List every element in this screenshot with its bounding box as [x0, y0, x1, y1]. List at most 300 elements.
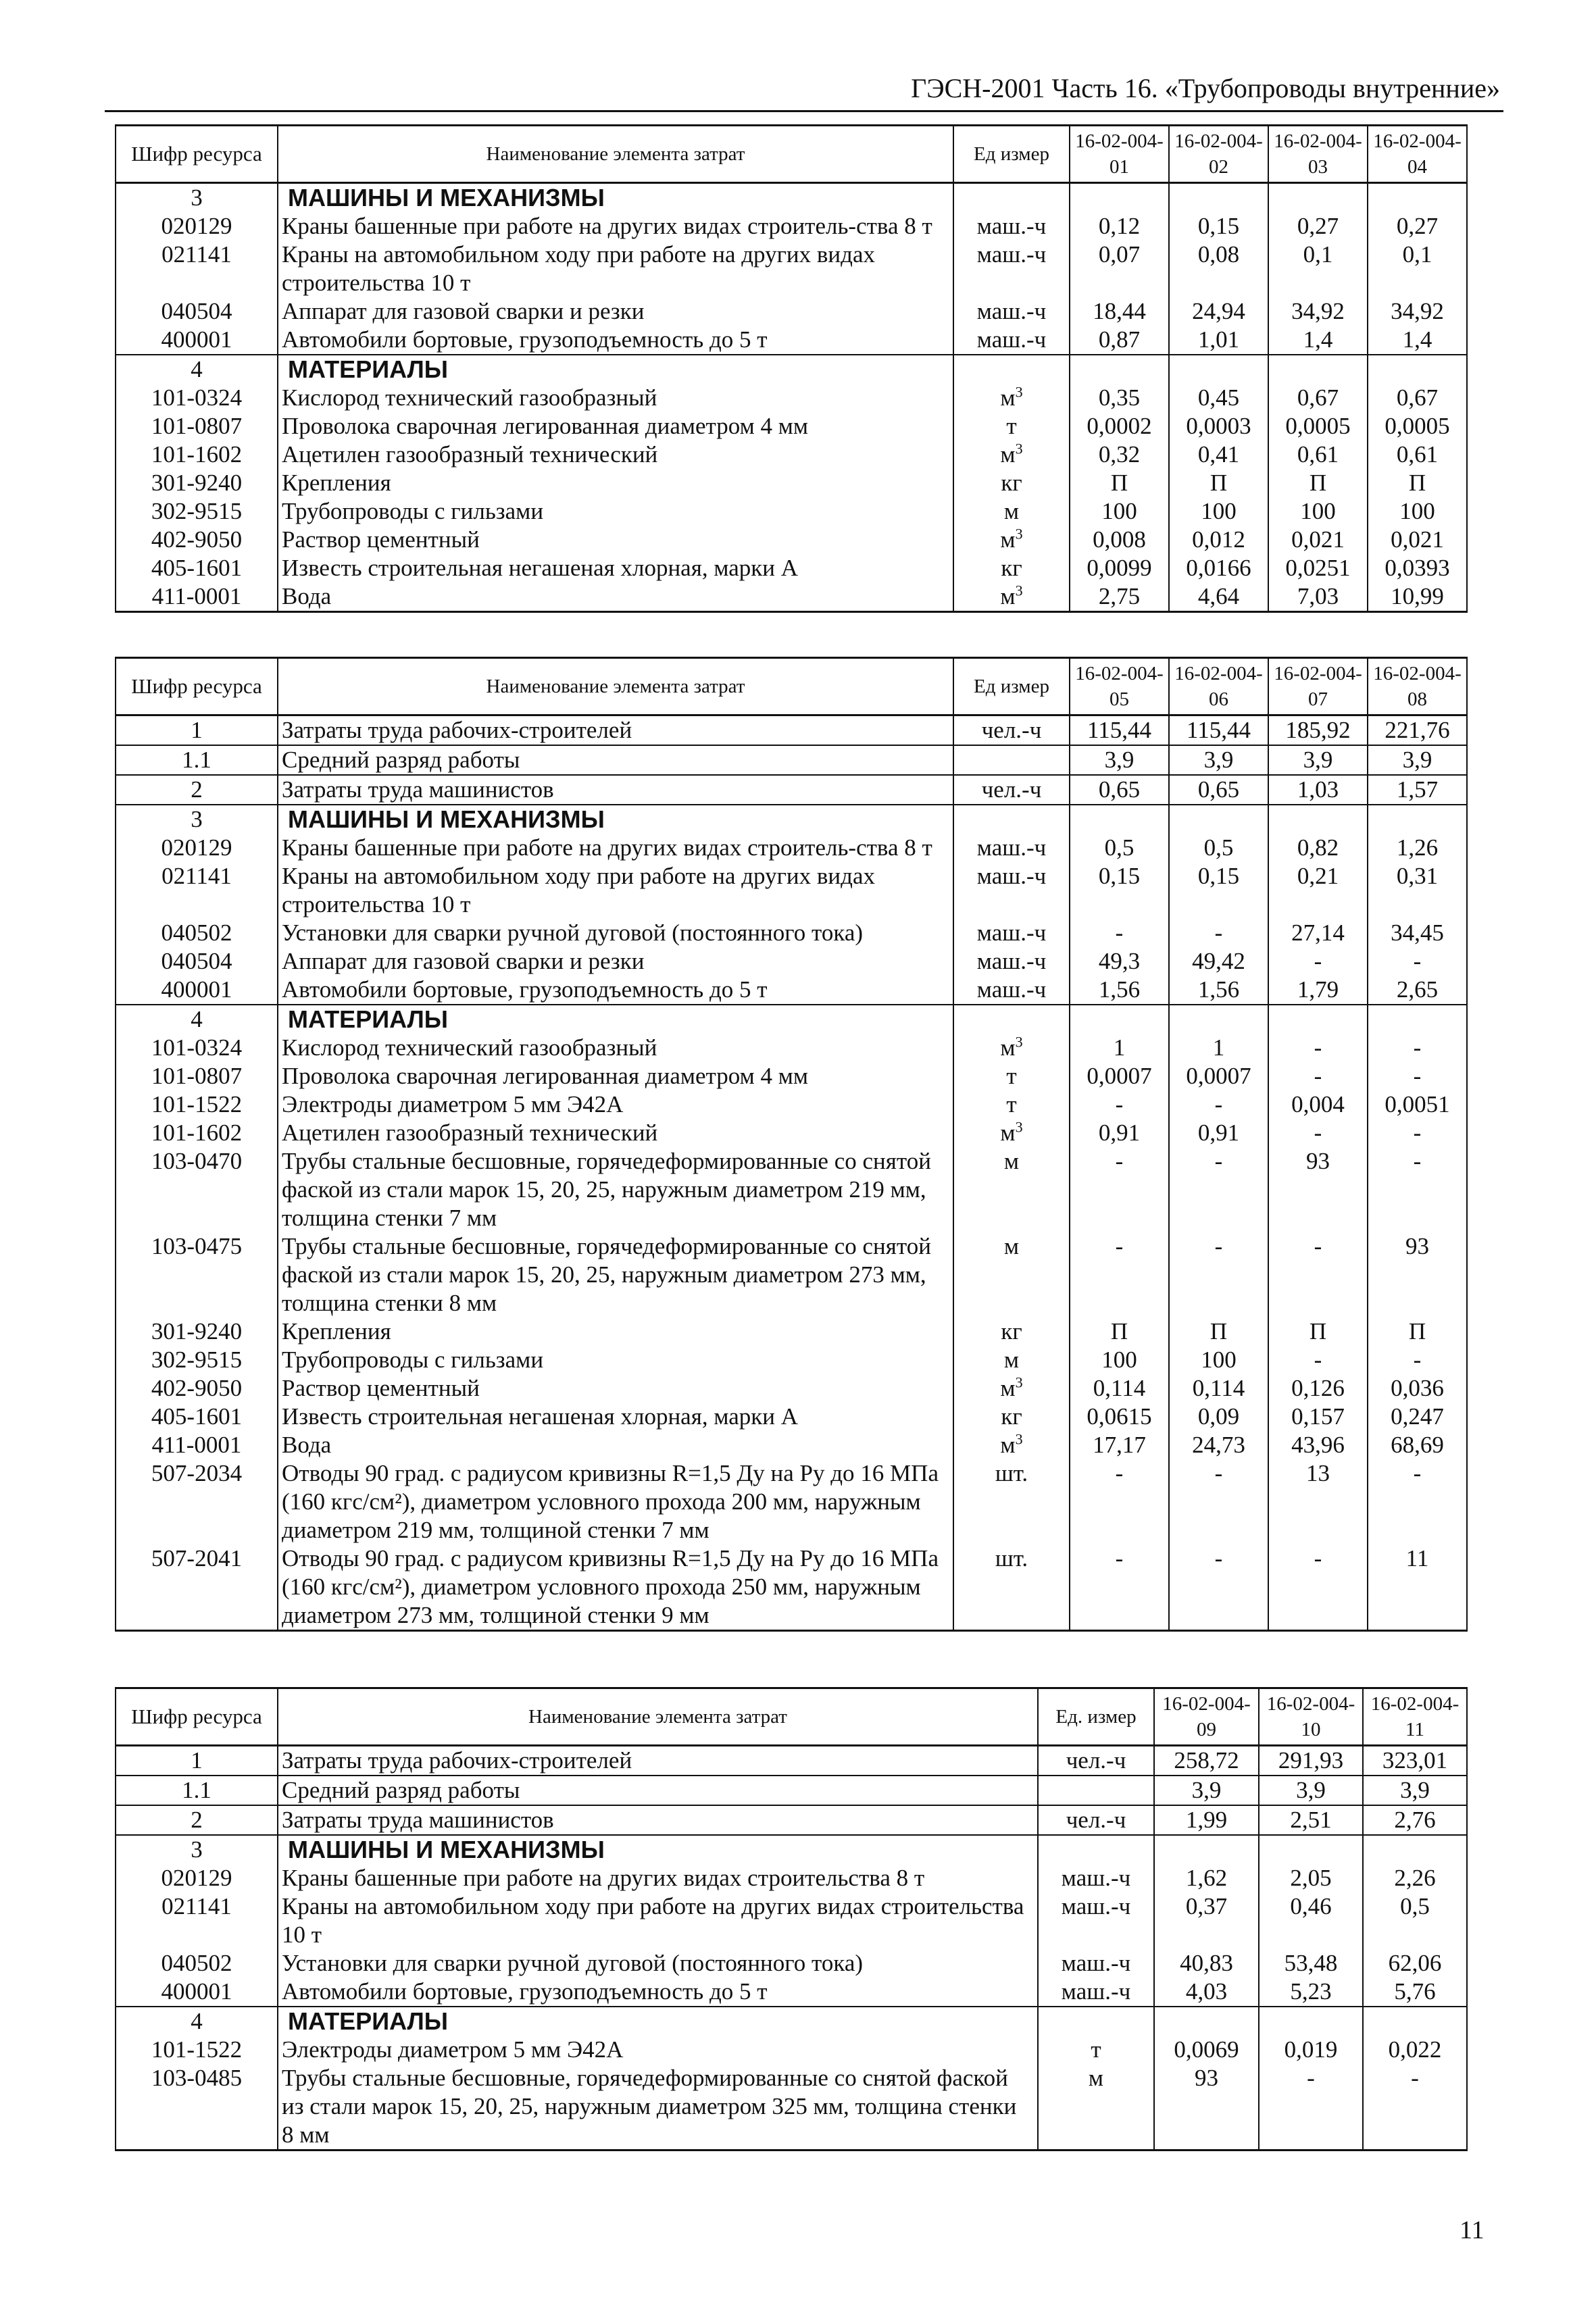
table-row — [116, 497, 1467, 526]
unit-text: маш.-ч — [976, 834, 1047, 861]
norm-value-cell: - — [1169, 1090, 1268, 1119]
column-header-norm: 16-02-004-02 — [1169, 126, 1268, 183]
unit-cell — [953, 1090, 1070, 1119]
norm-value-cell: - — [1268, 1232, 1368, 1317]
norm-value-cell: 68,69 — [1368, 1431, 1467, 1459]
norm-value-cell — [1154, 1835, 1259, 1864]
norm-value-cell: 24,94 — [1169, 297, 1268, 326]
norm-value-cell: 0,12 — [1070, 212, 1169, 241]
resource-name-cell: Кислород технический газообразный — [278, 384, 953, 412]
resource-name-cell: Вода — [278, 582, 953, 612]
table-body — [116, 1746, 1467, 2150]
norm-value-cell: 27,14 — [1268, 919, 1368, 947]
norm-value-cell — [1268, 183, 1368, 213]
norm-value-cell: 115,44 — [1169, 715, 1268, 746]
resource-code-cell: 020129 — [116, 212, 278, 241]
resource-table-1 — [115, 124, 1468, 613]
norm-value-cell: - — [1368, 1346, 1467, 1374]
unit-text: шт. — [995, 1460, 1028, 1486]
table-row — [116, 1776, 1467, 1805]
section-title-cell: МАТЕРИАЛЫ — [278, 355, 953, 384]
unit-cell — [953, 441, 1070, 469]
table-header-row — [116, 126, 1467, 183]
resource-code-cell: 101-1522 — [116, 2036, 278, 2064]
resource-name-cell: Раствор цементный — [278, 526, 953, 554]
norm-value-cell: 2,75 — [1070, 582, 1169, 612]
resource-name-cell: Краны башенные при работе на других видах строитель-ства 8 т — [278, 212, 953, 241]
unit-cell — [953, 775, 1070, 805]
norm-value-cell: 0,45 — [1169, 384, 1268, 412]
resource-name-cell: Краны башенные при работе на других видах строитель-ства 8 т — [278, 834, 953, 862]
norm-value-cell: 0,247 — [1368, 1403, 1467, 1431]
column-header-norm: 16-02-004-06 — [1169, 658, 1268, 715]
norm-value-cell: 0,022 — [1363, 2036, 1467, 2064]
norm-value-cell: 0,019 — [1259, 2036, 1363, 2064]
table-row — [116, 1119, 1467, 1147]
norm-value-cell: 1,4 — [1268, 326, 1368, 355]
unit-cell — [953, 355, 1070, 384]
table-row — [116, 1746, 1467, 1776]
unit-text: маш.-ч — [976, 241, 1047, 268]
norm-value-cell: 4,64 — [1169, 582, 1268, 612]
norm-value-cell: П — [1169, 469, 1268, 497]
column-header-unit: Ед. измер — [1038, 1688, 1154, 1746]
norm-value-cell: - — [1070, 1544, 1169, 1631]
resource-code-cell: 3 — [116, 805, 278, 834]
norm-value-cell: 0,114 — [1070, 1374, 1169, 1403]
norm-value-cell: 0,27 — [1368, 212, 1467, 241]
table-row — [116, 582, 1467, 612]
table-row — [116, 2064, 1467, 2150]
resource-code-cell: 302-9515 — [116, 1346, 278, 1374]
resource-code-cell: 400001 — [116, 326, 278, 355]
unit-cell — [953, 326, 1070, 355]
norm-value-cell: 0,0005 — [1268, 412, 1368, 441]
unit-text: т — [1006, 413, 1017, 439]
norm-value-cell: 18,44 — [1070, 297, 1169, 326]
norm-value-cell: 0,61 — [1268, 441, 1368, 469]
table-header-row — [116, 1688, 1467, 1746]
unit-text: маш.-ч — [976, 326, 1047, 353]
unit-text: м — [1000, 526, 1016, 553]
norm-value-cell: 0,0003 — [1169, 412, 1268, 441]
unit-superscript: 3 — [1015, 1033, 1023, 1051]
resource-code-cell: 507-2034 — [116, 1459, 278, 1544]
column-header-norm: 16-02-004-07 — [1268, 658, 1368, 715]
unit-cell — [953, 183, 1070, 213]
resource-code-cell: 2 — [116, 775, 278, 805]
norm-value-cell: 0,82 — [1268, 834, 1368, 862]
column-header-norm: 16-02-004-08 — [1368, 658, 1467, 715]
resource-code-cell: 101-1602 — [116, 441, 278, 469]
unit-cell — [953, 212, 1070, 241]
norm-value-cell: 0,0099 — [1070, 554, 1169, 582]
unit-text: кг — [1001, 470, 1022, 496]
norm-value-cell: 0,0166 — [1169, 554, 1268, 582]
norm-value-cell: - — [1268, 1346, 1368, 1374]
norm-value-cell: 0,5 — [1070, 834, 1169, 862]
resource-name-cell: Установки для сварки ручной дуговой (постоянного тока) — [278, 1949, 1038, 1978]
norm-value-cell: 0,87 — [1070, 326, 1169, 355]
norm-value-cell: 93 — [1154, 2064, 1259, 2150]
resource-name-cell: Затраты труда рабочих-строителей — [278, 1746, 1038, 1776]
norm-value-cell: 0,0007 — [1070, 1062, 1169, 1090]
unit-text: маш.-ч — [1061, 1865, 1131, 1891]
resource-name-cell: Краны на автомобильном ходу при работе на других видах строительства 10 т — [278, 241, 953, 297]
table-row — [116, 2036, 1467, 2064]
resource-code-cell: 4 — [116, 1005, 278, 1034]
table-row — [116, 1978, 1467, 2007]
norm-value-cell: 0,09 — [1169, 1403, 1268, 1431]
norm-value-cell: 10,99 — [1368, 582, 1467, 612]
table-row — [116, 1864, 1467, 1892]
unit-cell — [1038, 1978, 1154, 2007]
norm-value-cell: 5,23 — [1259, 1978, 1363, 2007]
column-header-norm: 16-02-004-11 — [1363, 1688, 1467, 1746]
norm-value-cell: 3,9 — [1259, 1776, 1363, 1805]
resource-name-cell: Автомобили бортовые, грузоподъемность до 5 т — [278, 976, 953, 1005]
resource-code-cell: 1 — [116, 1746, 278, 1776]
resource-code-cell: 411-0001 — [116, 582, 278, 612]
norm-value-cell: - — [1070, 1459, 1169, 1544]
resource-code-cell: 4 — [116, 2007, 278, 2036]
norm-value-cell — [1268, 1005, 1368, 1034]
unit-cell — [953, 1147, 1070, 1232]
table-row — [116, 554, 1467, 582]
norm-value-cell: 24,73 — [1169, 1431, 1268, 1459]
unit-superscript: 3 — [1015, 1374, 1023, 1391]
norm-value-cell: 0,0002 — [1070, 412, 1169, 441]
table-row — [116, 834, 1467, 862]
resource-code-cell: 101-1522 — [116, 1090, 278, 1119]
norm-value-cell: 0,036 — [1368, 1374, 1467, 1403]
resource-name-cell: Отводы 90 град. с радиусом кривизны R=1,5 Ду на Ру до 16 МПа (160 кгс/см²), диаметром условного прохода 250 мм, наружным диаметром 273 мм, толщиной стенки 9 мм — [278, 1544, 953, 1631]
norm-value-cell: - — [1268, 947, 1368, 976]
norm-value-cell: 0,61 — [1368, 441, 1467, 469]
norm-value-cell: - — [1368, 1119, 1467, 1147]
norm-value-cell: 34,92 — [1268, 297, 1368, 326]
norm-value-cell: 0,67 — [1268, 384, 1368, 412]
column-header-norm: 16-02-004-01 — [1070, 126, 1169, 183]
unit-cell — [953, 805, 1070, 834]
resource-name-cell: Отводы 90 град. с радиусом кривизны R=1,5 Ду на Ру до 16 МПа (160 кгс/см²), диаметром условного прохода 200 мм, наружным диаметром 219 мм, толщиной стенки 7 мм — [278, 1459, 953, 1544]
norm-value-cell: 34,92 — [1368, 297, 1467, 326]
unit-cell — [953, 412, 1070, 441]
norm-value-cell — [1268, 805, 1368, 834]
unit-text: маш.-ч — [1061, 1950, 1131, 1976]
table-row — [116, 1232, 1467, 1317]
unit-cell — [953, 1374, 1070, 1403]
unit-cell — [953, 241, 1070, 297]
norm-value-cell: - — [1268, 1119, 1368, 1147]
unit-text: м — [1000, 441, 1016, 468]
norm-value-cell: 3,9 — [1368, 745, 1467, 775]
table-row — [116, 441, 1467, 469]
norm-value-cell: П — [1268, 1317, 1368, 1346]
unit-text: м — [1000, 1432, 1016, 1458]
page-number: 11 — [1460, 2216, 1485, 2244]
table-row — [116, 775, 1467, 805]
unit-cell — [953, 745, 1070, 775]
norm-value-cell: 53,48 — [1259, 1949, 1363, 1978]
resource-name-cell: Затраты труда рабочих-строителей — [278, 715, 953, 746]
unit-cell — [1038, 1949, 1154, 1978]
resource-name-cell: Аппарат для газовой сварки и резки — [278, 947, 953, 976]
table-row — [116, 1431, 1467, 1459]
resource-code-cell: 2 — [116, 1805, 278, 1835]
unit-cell — [953, 1232, 1070, 1317]
unit-text: чел.-ч — [981, 776, 1042, 803]
norm-value-cell — [1154, 2007, 1259, 2036]
column-header-name: Наименование элемента затрат — [278, 126, 953, 183]
norm-value-cell: 0,0069 — [1154, 2036, 1259, 2064]
resource-name-cell: Электроды диаметром 5 мм Э42А — [278, 2036, 1038, 2064]
norm-value-cell: 40,83 — [1154, 1949, 1259, 1978]
table-row — [116, 212, 1467, 241]
norm-value-cell: 0,0615 — [1070, 1403, 1169, 1431]
resource-code-cell: 103-0475 — [116, 1232, 278, 1317]
section-row — [116, 805, 1467, 834]
unit-text: кг — [1001, 1403, 1022, 1430]
resource-code-cell: 101-0324 — [116, 384, 278, 412]
table-row — [116, 1949, 1467, 1978]
norm-value-cell: 0,1 — [1368, 241, 1467, 297]
resource-name-cell: Затраты труда машинистов — [278, 1805, 1038, 1835]
norm-value-cell: 3,9 — [1070, 745, 1169, 775]
norm-value-cell: 0,008 — [1070, 526, 1169, 554]
norm-value-cell: П — [1169, 1317, 1268, 1346]
unit-text: м — [1000, 1034, 1016, 1061]
table-row — [116, 947, 1467, 976]
unit-cell — [1038, 2064, 1154, 2150]
norm-value-cell: 0,07 — [1070, 241, 1169, 297]
resource-code-cell: 302-9515 — [116, 497, 278, 526]
norm-value-cell: 0,1 — [1268, 241, 1368, 297]
norm-value-cell: 2,05 — [1259, 1864, 1363, 1892]
norm-value-cell: 0,5 — [1363, 1892, 1467, 1949]
table-row — [116, 745, 1467, 775]
unit-text: маш.-ч — [976, 298, 1047, 324]
unit-text: маш.-ч — [976, 948, 1047, 974]
resource-code-cell: 101-0807 — [116, 1062, 278, 1090]
norm-value-cell: 0,35 — [1070, 384, 1169, 412]
resource-table-3 — [115, 1687, 1468, 2151]
resource-name-cell: Трубопроводы с гильзами — [278, 1346, 953, 1374]
norm-value-cell: 1,57 — [1368, 775, 1467, 805]
unit-text: кг — [1001, 555, 1022, 581]
resource-code-cell: 021141 — [116, 241, 278, 297]
norm-value-cell: 3,9 — [1154, 1776, 1259, 1805]
norm-value-cell: 1,4 — [1368, 326, 1467, 355]
unit-cell — [953, 497, 1070, 526]
resource-name-cell: Трубы стальные бесшовные, горячедеформированные со снятой фаской из стали марок 15, 20, 25, наружным диаметром 273 мм, толщина стенки 8 мм — [278, 1232, 953, 1317]
norm-value-cell: - — [1070, 919, 1169, 947]
norm-value-cell — [1169, 805, 1268, 834]
table-row — [116, 526, 1467, 554]
unit-text: маш.-ч — [976, 920, 1047, 946]
norm-value-cell — [1363, 2007, 1467, 2036]
norm-value-cell: 0,5 — [1169, 834, 1268, 862]
unit-cell — [953, 919, 1070, 947]
norm-value-cell — [1368, 1005, 1467, 1034]
column-header-norm: 16-02-004-09 — [1154, 1688, 1259, 1746]
norm-value-cell — [1070, 1005, 1169, 1034]
resource-table-2 — [115, 657, 1468, 1632]
unit-text: м — [1003, 1233, 1020, 1259]
table-row — [116, 1090, 1467, 1119]
unit-cell — [953, 1034, 1070, 1062]
norm-value-cell: 13 — [1268, 1459, 1368, 1544]
norm-value-cell: 100 — [1268, 497, 1368, 526]
norm-value-cell: 1 — [1070, 1034, 1169, 1062]
norm-value-cell: 221,76 — [1368, 715, 1467, 746]
norm-value-cell: П — [1268, 469, 1368, 497]
page-header-title: ГЭСН-2001 Часть 16. «Трубопроводы внутренние» — [911, 73, 1500, 103]
norm-value-cell — [1368, 355, 1467, 384]
unit-superscript: 3 — [1015, 525, 1023, 543]
norm-value-cell — [1259, 1835, 1363, 1864]
unit-cell — [953, 1346, 1070, 1374]
table-row — [116, 919, 1467, 947]
resource-name-cell: Электроды диаметром 5 мм Э42А — [278, 1090, 953, 1119]
resource-name-cell: Проволока сварочная легированная диаметром 4 мм — [278, 1062, 953, 1090]
norm-value-cell: - — [1368, 1459, 1467, 1544]
unit-text: т — [1091, 2036, 1101, 2063]
resource-code-cell: 301-9240 — [116, 1317, 278, 1346]
column-header-unit: Ед измер — [953, 126, 1070, 183]
unit-text: м — [1088, 2065, 1104, 2091]
resource-code-cell: 507-2041 — [116, 1544, 278, 1631]
unit-cell — [953, 297, 1070, 326]
unit-text: чел.-ч — [1066, 1807, 1126, 1833]
resource-name-cell: Затраты труда машинистов — [278, 775, 953, 805]
norm-value-cell: - — [1268, 1034, 1368, 1062]
resource-name-cell: Установки для сварки ручной дуговой (постоянного тока) — [278, 919, 953, 947]
resource-name-cell: Средний разряд работы — [278, 745, 953, 775]
table-row — [116, 862, 1467, 919]
resource-name-cell: Проволока сварочная легированная диаметром 4 мм — [278, 412, 953, 441]
unit-cell — [1038, 2007, 1154, 2036]
norm-value-cell: 49,42 — [1169, 947, 1268, 976]
norm-value-cell: - — [1169, 1147, 1268, 1232]
norm-value-cell: 0,91 — [1169, 1119, 1268, 1147]
resource-code-cell: 1.1 — [116, 745, 278, 775]
section-title-cell: МАШИНЫ И МЕХАНИЗМЫ — [278, 805, 953, 834]
resource-code-cell: 405-1601 — [116, 554, 278, 582]
norm-value-cell: 100 — [1070, 497, 1169, 526]
unit-cell — [1038, 1864, 1154, 1892]
section-title-cell: МАТЕРИАЛЫ — [278, 2007, 1038, 2036]
unit-text: кг — [1001, 1318, 1022, 1344]
norm-value-cell: - — [1169, 919, 1268, 947]
norm-value-cell: - — [1169, 1459, 1268, 1544]
unit-cell — [953, 1119, 1070, 1147]
unit-cell — [953, 1062, 1070, 1090]
norm-value-cell: 100 — [1169, 1346, 1268, 1374]
resource-code-cell: 1.1 — [116, 1776, 278, 1805]
resource-code-cell: 3 — [116, 1835, 278, 1864]
table-row — [116, 1805, 1467, 1835]
unit-superscript: 3 — [1015, 1430, 1023, 1448]
norm-value-cell: 4,03 — [1154, 1978, 1259, 2007]
norm-value-cell: 0,15 — [1070, 862, 1169, 919]
unit-cell — [953, 1005, 1070, 1034]
unit-cell — [1038, 2036, 1154, 2064]
resource-name-cell: Ацетилен газообразный технический — [278, 1119, 953, 1147]
norm-value-cell — [1070, 355, 1169, 384]
section-row — [116, 183, 1467, 213]
norm-value-cell: 7,03 — [1268, 582, 1368, 612]
norm-value-cell: П — [1368, 1317, 1467, 1346]
norm-value-cell: 1,62 — [1154, 1864, 1259, 1892]
unit-text: т — [1006, 1063, 1017, 1089]
resource-code-cell: 040504 — [116, 297, 278, 326]
norm-value-cell — [1363, 1835, 1467, 1864]
unit-text: м — [1003, 498, 1020, 524]
norm-value-cell: - — [1259, 2064, 1363, 2150]
resource-name-cell: Трубы стальные бесшовные, горячедеформированные со снятой фаской из стали марок 15, 20, 25, наружным диаметром 219 мм, толщина стенки 7 мм — [278, 1147, 953, 1232]
section-row — [116, 1005, 1467, 1034]
table-row — [116, 1317, 1467, 1346]
norm-value-cell: 1,56 — [1070, 976, 1169, 1005]
unit-cell — [1038, 1805, 1154, 1835]
norm-value-cell — [1070, 805, 1169, 834]
resource-name-cell: Краны на автомобильном ходу при работе на других видах строительства 10 т — [278, 1892, 1038, 1949]
column-header-code: Шифр ресурса — [116, 126, 278, 183]
table-body — [116, 183, 1467, 612]
norm-value-cell: 93 — [1368, 1232, 1467, 1317]
resource-code-cell: 040504 — [116, 947, 278, 976]
section-title-cell: МАТЕРИАЛЫ — [278, 1005, 953, 1034]
resource-code-cell: 021141 — [116, 1892, 278, 1949]
unit-text: м — [1003, 1347, 1020, 1373]
column-header-code: Шифр ресурса — [116, 1688, 278, 1746]
unit-cell — [953, 834, 1070, 862]
resource-name-cell: Автомобили бортовые, грузоподъемность до 5 т — [278, 326, 953, 355]
resource-name-cell: Крепления — [278, 469, 953, 497]
norm-value-cell: 100 — [1169, 497, 1268, 526]
norm-value-cell: 100 — [1368, 497, 1467, 526]
unit-text: шт. — [995, 1545, 1028, 1571]
table-row — [116, 1459, 1467, 1544]
norm-value-cell — [1169, 1005, 1268, 1034]
norm-value-cell: 0,0005 — [1368, 412, 1467, 441]
resource-code-cell: 400001 — [116, 1978, 278, 2007]
unit-superscript: 3 — [1015, 440, 1023, 457]
unit-superscript: 3 — [1015, 383, 1023, 401]
table-row — [116, 384, 1467, 412]
resource-code-cell: 411-0001 — [116, 1431, 278, 1459]
resource-name-cell: Раствор цементный — [278, 1374, 953, 1403]
unit-cell — [953, 1459, 1070, 1544]
norm-value-cell: 2,76 — [1363, 1805, 1467, 1835]
unit-text: маш.-ч — [1061, 1893, 1131, 1919]
unit-cell — [953, 526, 1070, 554]
norm-value-cell: 3,9 — [1169, 745, 1268, 775]
norm-value-cell: 0,012 — [1169, 526, 1268, 554]
norm-value-cell: 0,32 — [1070, 441, 1169, 469]
column-header-name: Наименование элемента затрат — [278, 658, 953, 715]
resource-code-cell: 101-0807 — [116, 412, 278, 441]
norm-value-cell: 11 — [1368, 1544, 1467, 1631]
unit-cell — [953, 582, 1070, 612]
section-row — [116, 355, 1467, 384]
unit-superscript: 3 — [1015, 582, 1023, 599]
norm-value-cell: 5,76 — [1363, 1978, 1467, 2007]
norm-value-cell: 93 — [1268, 1147, 1368, 1232]
table-row — [116, 1892, 1467, 1949]
resource-code-cell: 101-1602 — [116, 1119, 278, 1147]
